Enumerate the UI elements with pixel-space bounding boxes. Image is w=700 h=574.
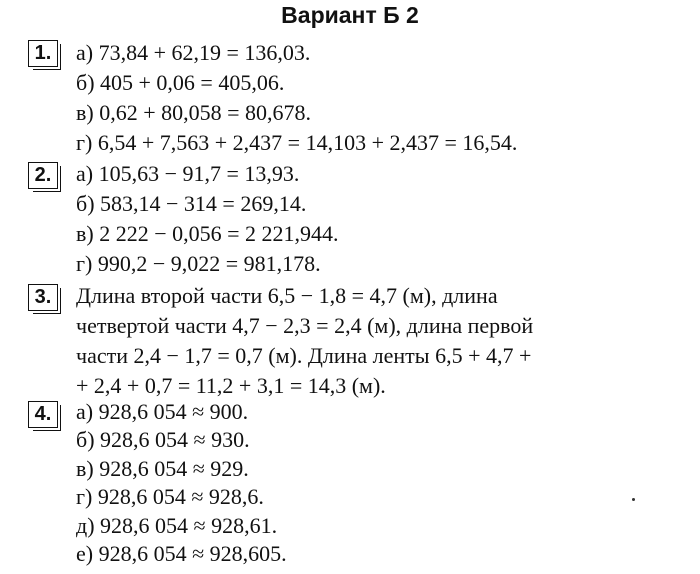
solution-line-1c: в) 0,62 + 80,058 = 80,678. (76, 100, 312, 125)
solution-line-1b: б) 405 + 0,06 = 405,06. (76, 70, 285, 95)
solution-line-2b: б) 583,14 − 314 = 269,14. (76, 191, 307, 216)
solution-line-2a: а) 105,63 − 91,7 = 13,93. (76, 161, 300, 186)
solution-line-3d: + 2,4 + 0,7 = 11,2 + 3,1 = 14,3 (м). (76, 373, 386, 398)
solution-line-1a: а) 73,84 + 62,19 = 136,03. (76, 40, 311, 65)
solution-line-4d: г) 928,6 054 ≈ 928,6. (76, 484, 264, 509)
solution-line-1d: г) 6,54 + 7,563 + 2,437 = 14,103 + 2,437 = 16,54. (76, 130, 518, 155)
task-number-4: 4. (28, 401, 58, 428)
solution-line-3a: Длина второй части 6,5 − 1,8 = 4,7 (м), длина (76, 283, 498, 308)
solution-line-4b: б) 928,6 054 ≈ 930. (76, 427, 250, 452)
page-title: Вариант Б 2 (281, 2, 419, 28)
solution-line-4e: д) 928,6 054 ≈ 928,61. (76, 513, 278, 538)
solution-line-2d: г) 990,2 − 9,022 = 981,178. (76, 251, 321, 276)
solution-line-2c: в) 2 222 − 0,056 = 2 221,944. (76, 221, 339, 246)
task-number-1: 1. (28, 40, 58, 67)
solution-line-3c: части 2,4 − 1,7 = 0,7 (м). Длина ленты 6,5 + 4,7 + (76, 343, 532, 368)
solution-line-4f: е) 928,6 054 ≈ 928,605. (76, 541, 287, 566)
scan-speck (632, 498, 635, 501)
solution-line-4c: в) 928,6 054 ≈ 929. (76, 456, 249, 481)
solution-line-4a: а) 928,6 054 ≈ 900. (76, 399, 249, 424)
task-number-2: 2. (28, 162, 58, 189)
solution-line-3b: четвертой части 4,7 − 2,3 = 2,4 (м), длина первой (76, 313, 534, 338)
task-number-3: 3. (28, 284, 58, 311)
